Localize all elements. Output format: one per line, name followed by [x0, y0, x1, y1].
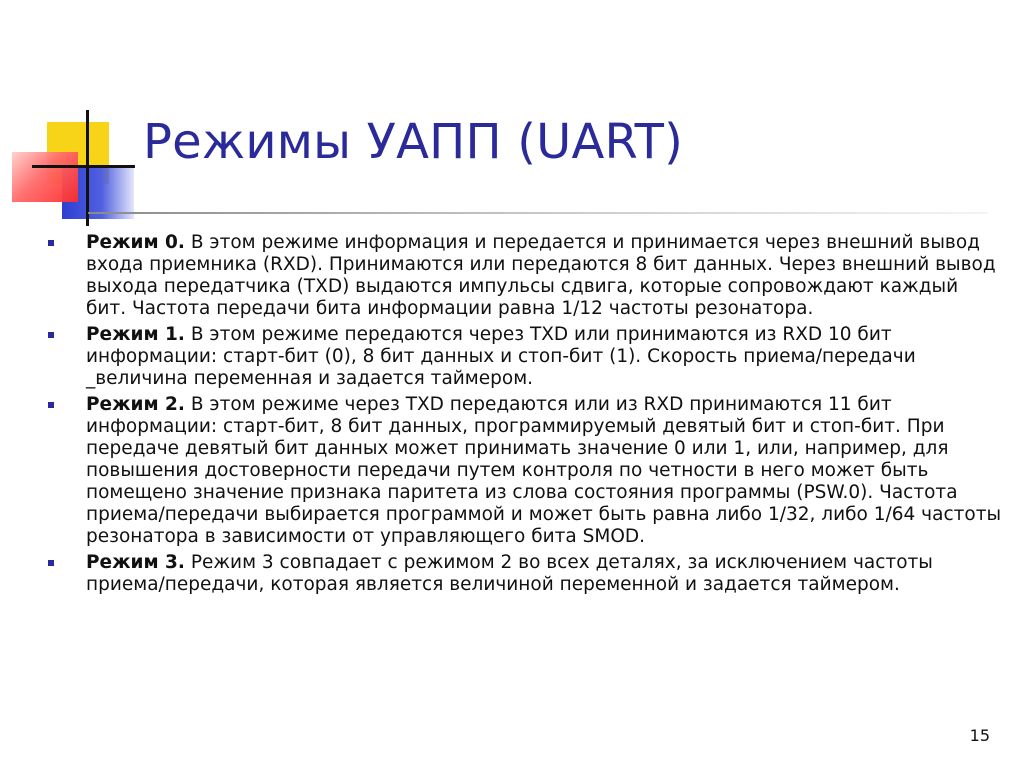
- page-number: 15: [969, 726, 990, 745]
- mode-description: В этом режиме информация и передается и принимается через внешний вывод входа приемника (RXD). Принимаются или передаются 8 бит данных. Через внешний вывод выхода передатчика (TXD) выдаются импульсы сдвига, которые сопровождают каждый бит. Частота передачи бита информации равна 1/12 частоты резонатора.: [86, 232, 996, 319]
- mode-description: В этом режиме передаются через TXD или принимаются из RXD 10 бит информации: старт-бит (0), 8 бит данных и стоп-бит (1). Скорость приема/передачи _величина переменная и задается таймером.: [86, 324, 916, 389]
- square-bullet-icon: [48, 402, 54, 408]
- mode-label: Режим 1.: [86, 324, 185, 345]
- decorative-vertical-line: [86, 110, 89, 226]
- square-bullet-icon: [48, 332, 54, 338]
- square-bullet-icon: [48, 560, 54, 566]
- mode-description: В этом режиме через TXD передаются или из RXD принимаются 11 бит информации: старт-бит, 8 бит данных, программируемый девятый бит и стоп-бит. При передаче девятый бит данных может принимать значение 0 или 1, или, например, для повышения достоверности передачи путем контроля по четности в него может быть помещено значение признака паритета из слова состояния программы (PSW.0). Частота приема/передачи выбирается программой и может быть равна либо 1/32, либо 1/64 частоты резонатора в зависимости от управляющего бита SMOD.: [86, 394, 1002, 547]
- square-bullet-icon: [48, 240, 54, 246]
- mode-label: Режим 2.: [86, 394, 185, 415]
- decorative-horizontal-line: [32, 165, 135, 168]
- slide-title: Режимы УАПП (UART): [143, 114, 684, 170]
- bullet-item-mode-1: [48, 324, 1003, 390]
- title-divider: [88, 212, 988, 214]
- bullet-list: [48, 232, 1003, 600]
- bullet-item-mode-2: [48, 394, 1003, 548]
- bullet-item-mode-3: [48, 552, 1003, 596]
- mode-label: Режим 0.: [86, 232, 185, 253]
- bullet-item-mode-0: [48, 232, 1003, 320]
- mode-label: Режим 3.: [86, 552, 185, 573]
- mode-description: Режим 3 совпадает с режимом 2 во всех деталях, за исключением частоты приема/передачи, которая является величиной переменной и задается таймером.: [86, 552, 933, 595]
- decorative-red-square: [12, 152, 78, 202]
